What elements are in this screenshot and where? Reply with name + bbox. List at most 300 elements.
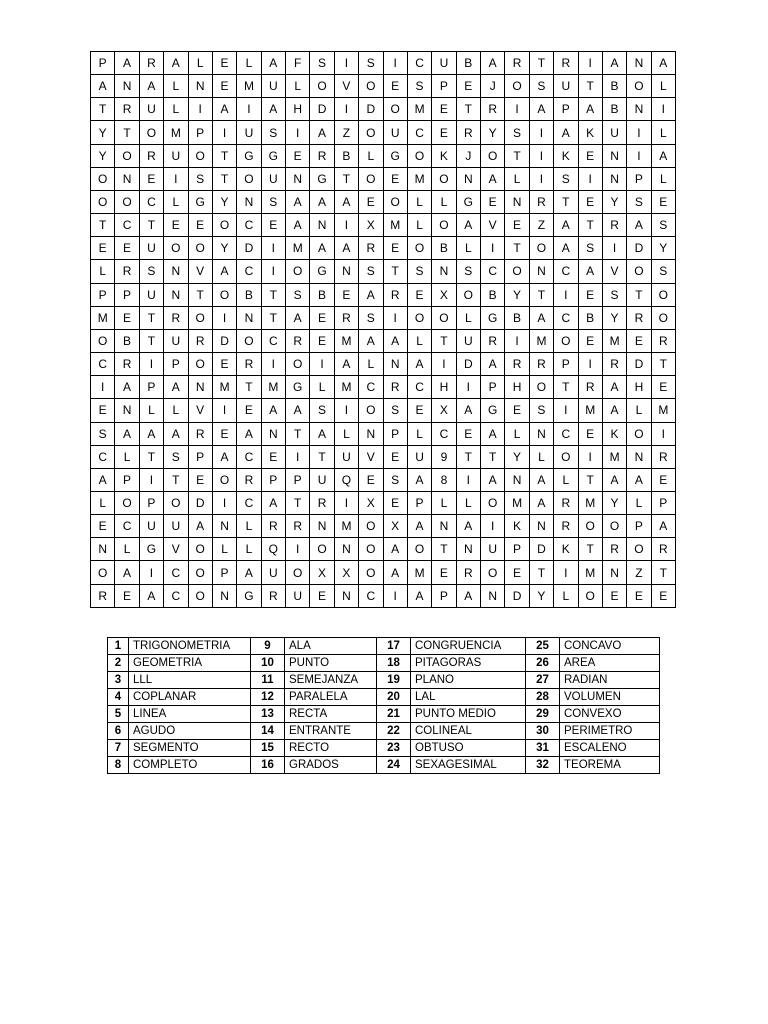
grid-cell: N [115, 75, 139, 98]
grid-cell: E [456, 422, 480, 445]
grid-cell: Q [261, 538, 285, 561]
grid-cell: P [261, 468, 285, 491]
grid-cell: T [627, 283, 651, 306]
grid-cell: N [627, 98, 651, 121]
grid-cell: C [407, 121, 431, 144]
grid-cell: S [310, 52, 334, 75]
grid-cell: T [529, 52, 553, 75]
grid-cell: I [505, 98, 529, 121]
grid-cell: U [261, 167, 285, 190]
grid-cell: O [407, 538, 431, 561]
grid-cell: O [286, 353, 310, 376]
word-number: 30 [526, 723, 560, 740]
grid-cell: Y [529, 584, 553, 607]
word-number: 16 [251, 757, 285, 774]
grid-cell: P [286, 468, 310, 491]
grid-cell: N [115, 399, 139, 422]
grid-cell: E [383, 237, 407, 260]
grid-cell: O [115, 190, 139, 213]
grid-cell: N [188, 376, 212, 399]
grid-cell: S [359, 52, 383, 75]
word-label: ALA [285, 638, 377, 655]
grid-cell: X [359, 491, 383, 514]
grid-cell: E [578, 144, 602, 167]
grid-cell: E [505, 561, 529, 584]
grid-cell: R [237, 353, 261, 376]
grid-cell: C [481, 260, 505, 283]
grid-cell: U [164, 144, 188, 167]
word-label: RECTO [285, 740, 377, 757]
grid-cell: N [212, 515, 236, 538]
grid-cell: A [456, 214, 480, 237]
grid-cell: O [188, 584, 212, 607]
grid-cell: U [139, 283, 163, 306]
grid-cell: O [188, 237, 212, 260]
grid-cell: R [578, 376, 602, 399]
grid-cell: P [554, 98, 578, 121]
grid-cell: A [456, 399, 480, 422]
grid-cell: S [456, 260, 480, 283]
word-label: AGUDO [129, 723, 251, 740]
grid-cell: R [188, 329, 212, 352]
grid-cell: A [407, 584, 431, 607]
grid-cell: B [578, 306, 602, 329]
grid-cell: L [456, 306, 480, 329]
grid-cell: R [164, 306, 188, 329]
word-label: SEMEJANZA [285, 672, 377, 689]
grid-cell: L [91, 260, 115, 283]
grid-cell: O [627, 75, 651, 98]
grid-cell: T [164, 468, 188, 491]
grid-cell: A [481, 468, 505, 491]
grid-cell: S [651, 260, 675, 283]
grid-cell: R [91, 584, 115, 607]
grid-cell: I [383, 52, 407, 75]
grid-cell: P [432, 584, 456, 607]
grid-cell: O [602, 515, 626, 538]
grid-cell: L [456, 491, 480, 514]
grid-cell: I [529, 167, 553, 190]
grid-cell: S [188, 167, 212, 190]
word-number: 20 [377, 689, 411, 706]
grid-cell: R [310, 144, 334, 167]
grid-cell: I [334, 214, 358, 237]
grid-cell: B [432, 237, 456, 260]
grid-cell: S [91, 422, 115, 445]
grid-cell: R [188, 422, 212, 445]
grid-cell: N [432, 515, 456, 538]
word-number: 4 [108, 689, 129, 706]
grid-cell: O [212, 468, 236, 491]
grid-cell: K [578, 121, 602, 144]
word-number: 13 [251, 706, 285, 723]
word-list-row [108, 638, 660, 655]
word-number: 8 [108, 757, 129, 774]
grid-row [91, 52, 676, 75]
grid-cell: A [91, 75, 115, 98]
grid-cell: O [383, 98, 407, 121]
grid-cell: T [578, 538, 602, 561]
grid-cell: M [602, 329, 626, 352]
word-search-grid [90, 51, 676, 608]
grid-cell: A [212, 260, 236, 283]
grid-cell: R [529, 190, 553, 213]
grid-cell: E [505, 214, 529, 237]
grid-row [91, 190, 676, 213]
grid-cell: D [627, 237, 651, 260]
grid-cell: E [627, 329, 651, 352]
grid-cell: G [237, 584, 261, 607]
word-label: LLL [129, 672, 251, 689]
grid-cell: N [602, 167, 626, 190]
word-label: PLANO [411, 672, 526, 689]
grid-cell: C [554, 260, 578, 283]
grid-cell: L [627, 491, 651, 514]
grid-cell: E [164, 214, 188, 237]
word-number: 2 [108, 655, 129, 672]
grid-cell: G [310, 167, 334, 190]
grid-row [91, 561, 676, 584]
grid-cell: D [627, 353, 651, 376]
grid-cell: A [286, 306, 310, 329]
grid-cell: B [481, 283, 505, 306]
grid-cell: O [359, 121, 383, 144]
grid-cell: N [237, 190, 261, 213]
grid-cell: I [627, 144, 651, 167]
grid-cell: F [286, 52, 310, 75]
grid-cell: R [602, 538, 626, 561]
grid-cell: O [359, 561, 383, 584]
grid-cell: T [651, 561, 675, 584]
grid-cell: S [529, 75, 553, 98]
grid-cell: I [212, 121, 236, 144]
grid-cell: O [505, 75, 529, 98]
grid-cell: I [310, 353, 334, 376]
grid-cell: E [383, 491, 407, 514]
grid-cell: A [602, 468, 626, 491]
grid-row [91, 445, 676, 468]
grid-cell: X [359, 214, 383, 237]
grid-cell: I [334, 491, 358, 514]
grid-cell: E [261, 445, 285, 468]
grid-cell: S [505, 121, 529, 144]
grid-cell: C [164, 584, 188, 607]
grid-cell: T [91, 98, 115, 121]
grid-cell: A [407, 515, 431, 538]
grid-cell: G [310, 260, 334, 283]
grid-cell: E [212, 422, 236, 445]
grid-cell: S [310, 399, 334, 422]
grid-cell: I [91, 376, 115, 399]
word-label: PUNTO [285, 655, 377, 672]
grid-cell: A [164, 376, 188, 399]
grid-cell: T [286, 422, 310, 445]
grid-cell: E [359, 190, 383, 213]
word-number: 22 [377, 723, 411, 740]
grid-cell: O [407, 306, 431, 329]
grid-cell: I [529, 144, 553, 167]
word-label: PARALELA [285, 689, 377, 706]
grid-cell: R [237, 468, 261, 491]
grid-cell: L [212, 538, 236, 561]
grid-cell: O [139, 121, 163, 144]
word-label: PERIMETRO [560, 723, 660, 740]
grid-cell: O [529, 376, 553, 399]
grid-cell: N [188, 75, 212, 98]
grid-cell: A [334, 237, 358, 260]
grid-cell: A [602, 376, 626, 399]
grid-cell: N [212, 584, 236, 607]
grid-cell: B [237, 283, 261, 306]
grid-cell: E [578, 329, 602, 352]
grid-cell: D [456, 353, 480, 376]
grid-cell: E [115, 584, 139, 607]
word-number: 31 [526, 740, 560, 757]
grid-cell: I [481, 515, 505, 538]
grid-cell: I [334, 399, 358, 422]
grid-cell: P [139, 491, 163, 514]
grid-cell: O [627, 260, 651, 283]
grid-cell: T [334, 167, 358, 190]
grid-cell: A [578, 260, 602, 283]
grid-cell: A [212, 98, 236, 121]
word-label: GRADOS [285, 757, 377, 774]
grid-cell: L [407, 190, 431, 213]
grid-cell: S [359, 306, 383, 329]
grid-cell: O [432, 214, 456, 237]
grid-cell: E [651, 468, 675, 491]
grid-cell: I [237, 98, 261, 121]
grid-cell: T [139, 329, 163, 352]
grid-cell: P [383, 422, 407, 445]
grid-cell: A [286, 214, 310, 237]
grid-cell: R [383, 283, 407, 306]
grid-cell: N [627, 52, 651, 75]
grid-cell: N [627, 445, 651, 468]
grid-cell: I [651, 98, 675, 121]
word-number: 1 [108, 638, 129, 655]
grid-cell: C [554, 422, 578, 445]
grid-cell: E [115, 306, 139, 329]
grid-cell: R [481, 329, 505, 352]
grid-cell: C [91, 445, 115, 468]
grid-cell: T [139, 306, 163, 329]
grid-cell: T [212, 144, 236, 167]
grid-cell: P [188, 445, 212, 468]
word-label: TRIGONOMETRIA [129, 638, 251, 655]
word-list-row [108, 740, 660, 757]
word-number: 5 [108, 706, 129, 723]
grid-row [91, 237, 676, 260]
grid-cell: A [261, 399, 285, 422]
grid-cell: N [237, 306, 261, 329]
grid-cell: L [554, 468, 578, 491]
grid-cell: E [188, 468, 212, 491]
grid-cell: E [456, 75, 480, 98]
grid-cell: L [627, 399, 651, 422]
grid-cell: T [432, 329, 456, 352]
grid-cell: C [237, 445, 261, 468]
grid-cell: L [237, 52, 261, 75]
grid-cell: A [237, 561, 261, 584]
grid-cell: M [602, 445, 626, 468]
grid-cell: L [286, 75, 310, 98]
grid-cell: T [578, 75, 602, 98]
grid-row [91, 167, 676, 190]
grid-cell: S [554, 167, 578, 190]
grid-cell: H [432, 376, 456, 399]
grid-cell: O [310, 538, 334, 561]
grid-cell: O [627, 538, 651, 561]
grid-cell: T [554, 376, 578, 399]
grid-cell: L [334, 422, 358, 445]
grid-cell: T [139, 214, 163, 237]
word-number: 6 [108, 723, 129, 740]
grid-cell: A [529, 306, 553, 329]
grid-cell: L [432, 491, 456, 514]
grid-cell: O [578, 584, 602, 607]
grid-cell: A [529, 468, 553, 491]
grid-cell: V [602, 260, 626, 283]
grid-cell: R [286, 329, 310, 352]
grid-cell: A [456, 584, 480, 607]
grid-cell: I [578, 167, 602, 190]
grid-cell: C [115, 214, 139, 237]
grid-cell: O [578, 515, 602, 538]
grid-cell: I [261, 260, 285, 283]
grid-cell: T [188, 283, 212, 306]
grid-cell: O [164, 491, 188, 514]
grid-cell: I [505, 329, 529, 352]
grid-cell: B [602, 75, 626, 98]
grid-cell: O [359, 399, 383, 422]
grid-cell: C [359, 584, 383, 607]
grid-cell: V [188, 260, 212, 283]
grid-cell: O [286, 561, 310, 584]
grid-cell: G [383, 144, 407, 167]
grid-cell: A [481, 353, 505, 376]
grid-cell: A [115, 376, 139, 399]
grid-cell: L [310, 376, 334, 399]
grid-cell: A [554, 237, 578, 260]
grid-cell: T [261, 306, 285, 329]
grid-cell: O [456, 283, 480, 306]
grid-cell: M [91, 306, 115, 329]
grid-cell: N [602, 144, 626, 167]
grid-cell: R [115, 353, 139, 376]
word-label: AREA [560, 655, 660, 672]
grid-cell: L [188, 52, 212, 75]
grid-cell: A [627, 468, 651, 491]
grid-cell: Z [334, 121, 358, 144]
grid-cell: A [115, 52, 139, 75]
grid-cell: R [505, 353, 529, 376]
grid-cell: U [261, 561, 285, 584]
grid-cell: T [651, 353, 675, 376]
grid-cell: I [481, 237, 505, 260]
word-label: CONGRUENCIA [411, 638, 526, 655]
grid-cell: I [261, 353, 285, 376]
grid-cell: A [91, 468, 115, 491]
grid-cell: Y [212, 237, 236, 260]
grid-cell: N [456, 538, 480, 561]
grid-cell: A [310, 237, 334, 260]
grid-row [91, 283, 676, 306]
grid-cell: R [115, 98, 139, 121]
grid-cell: U [286, 584, 310, 607]
word-list-row [108, 723, 660, 740]
grid-cell: C [359, 376, 383, 399]
grid-cell: L [505, 422, 529, 445]
grid-cell: I [334, 52, 358, 75]
grid-cell: X [432, 283, 456, 306]
grid-row [91, 75, 676, 98]
grid-cell: A [286, 399, 310, 422]
word-number: 11 [251, 672, 285, 689]
word-label: ENTRANTE [285, 723, 377, 740]
grid-cell: J [456, 144, 480, 167]
grid-cell: T [91, 214, 115, 237]
grid-cell: M [407, 561, 431, 584]
grid-cell: H [627, 376, 651, 399]
grid-cell: S [651, 214, 675, 237]
word-list-row [108, 655, 660, 672]
grid-cell: O [188, 353, 212, 376]
grid-cell: L [651, 121, 675, 144]
grid-cell: U [481, 538, 505, 561]
grid-cell: I [212, 306, 236, 329]
word-number: 15 [251, 740, 285, 757]
grid-cell: M [261, 376, 285, 399]
grid-cell: T [505, 237, 529, 260]
grid-cell: M [237, 75, 261, 98]
grid-cell: R [383, 376, 407, 399]
grid-cell: S [602, 283, 626, 306]
grid-cell: D [310, 98, 334, 121]
grid-cell: T [310, 445, 334, 468]
grid-cell: R [139, 52, 163, 75]
grid-cell: Y [651, 237, 675, 260]
grid-cell: S [261, 121, 285, 144]
grid-cell: I [286, 445, 310, 468]
grid-cell: V [359, 445, 383, 468]
grid-cell: Y [91, 121, 115, 144]
grid-cell: L [115, 445, 139, 468]
grid-cell: Y [505, 445, 529, 468]
word-label: COMPLETO [129, 757, 251, 774]
grid-cell: Y [602, 190, 626, 213]
grid-cell: C [91, 353, 115, 376]
grid-cell: M [212, 376, 236, 399]
grid-cell: I [383, 584, 407, 607]
grid-cell: A [212, 445, 236, 468]
grid-cell: B [115, 329, 139, 352]
grid-cell: U [602, 121, 626, 144]
grid-cell: M [407, 167, 431, 190]
grid-cell: V [188, 399, 212, 422]
grid-cell: E [383, 445, 407, 468]
grid-row [91, 515, 676, 538]
grid-cell: I [456, 376, 480, 399]
grid-cell: B [334, 144, 358, 167]
grid-cell: I [212, 399, 236, 422]
grid-cell: G [261, 144, 285, 167]
grid-cell: R [627, 306, 651, 329]
word-label: LINEA [129, 706, 251, 723]
word-label: ESCALENO [560, 740, 660, 757]
grid-cell: O [481, 561, 505, 584]
grid-cell: U [456, 329, 480, 352]
